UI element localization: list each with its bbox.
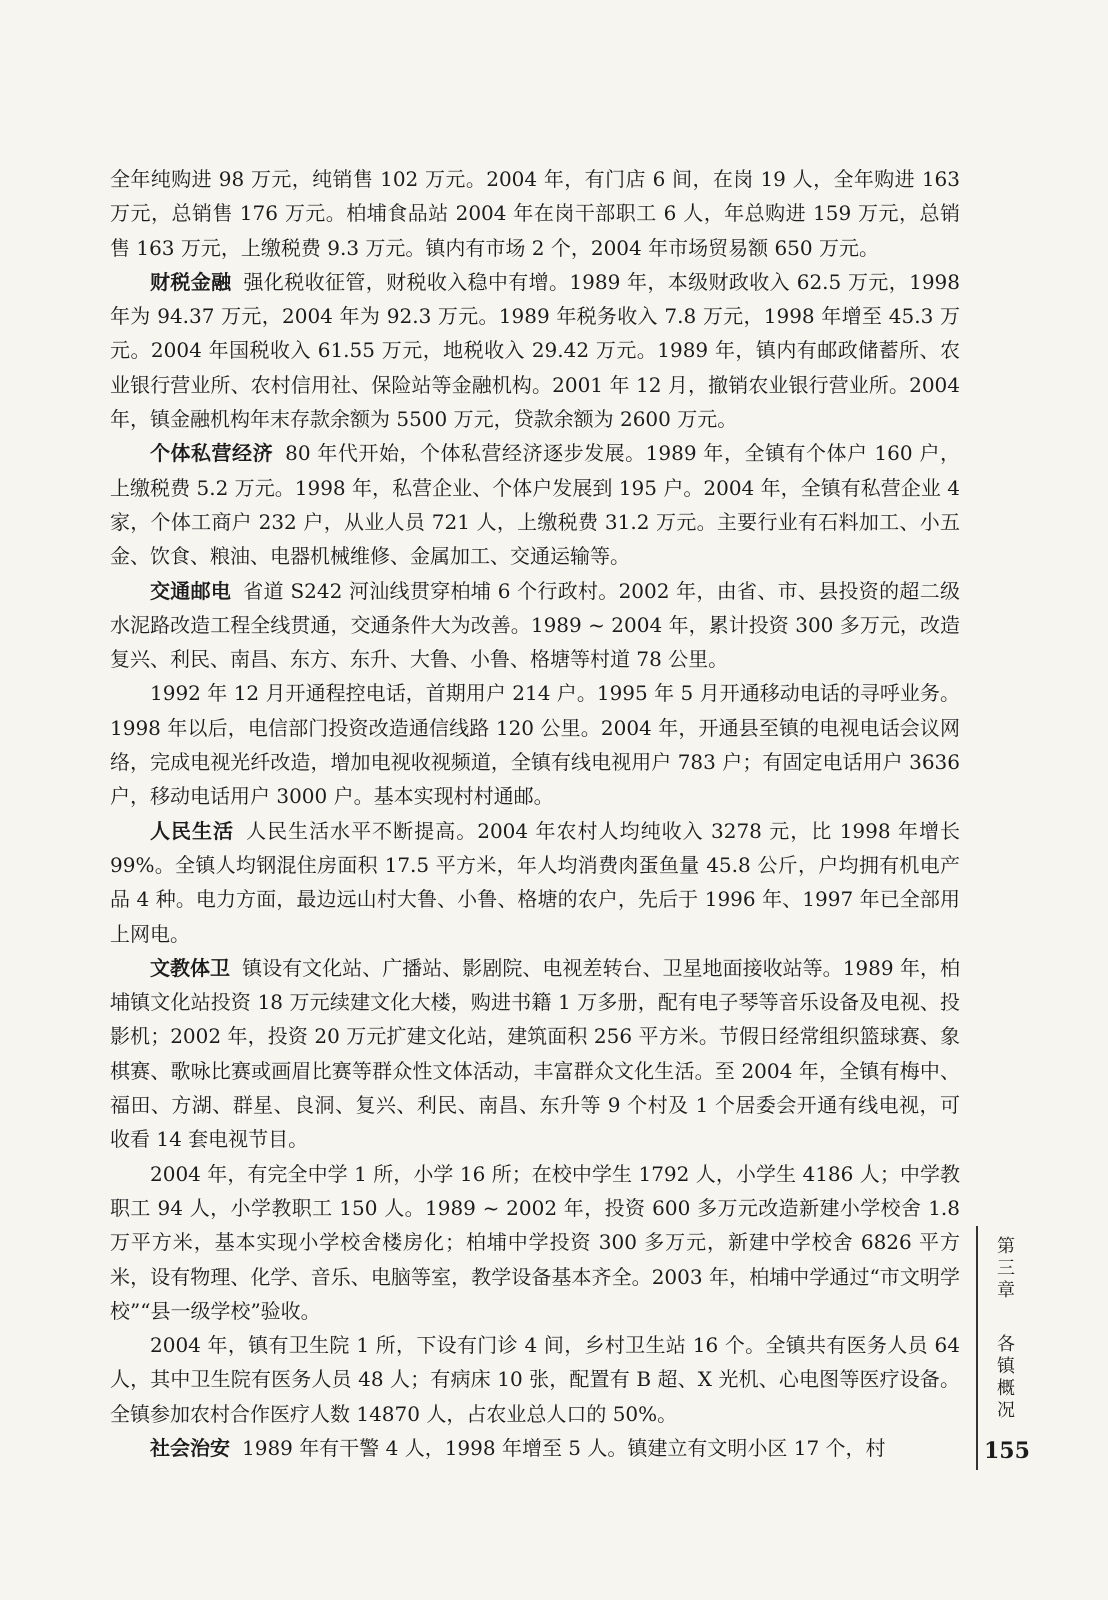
- paragraph-text: 1989 年有干警 4 人，1998 年增至 5 人。镇建立有文明小区 17 个，村: [242, 1435, 886, 1460]
- paragraph-text: 2004 年，有完全中学 1 所，小学 16 所；在校中学生 1792 人，小学生 4186 人；中学教职工 94 人，小学教职工 150 人。1989 ~ 2002 年，投资 600 多万元改造新建小学校舍 1.8 万平方米，基本实现小学校舍楼房化；柏埔中学投资 300 多万元，新建中学校舍 6826 平方米，设有物理、化学、音乐、电脑等室，教学设备基本齐全。2003 年，柏埔中学通过“市文明学校”“县一级学校”验收。: [110, 1161, 960, 1323]
- section-heading: 财税金融: [150, 269, 232, 294]
- paragraph: [110, 814, 960, 951]
- section-heading: 社会治安: [150, 1435, 230, 1460]
- paragraph-text: 省道 S242 河汕线贯穿柏埔 6 个行政村。2002 年，由省、市、县投资的超二级水泥路改造工程全线贯通，交通条件大为改善。1989 ~ 2004 年，累计投资 300 多万元，改造复兴、利民、南昌、东方、东升、大鲁、小鲁、格塘等村道 78 公里。: [110, 578, 961, 672]
- chapter-sidebar: [976, 1226, 1048, 1470]
- paragraph: [110, 676, 960, 813]
- paragraph-text: 镇设有文化站、广播站、影剧院、电视差转台、卫星地面接收站等。1989 年，柏埔镇文化站投资 18 万元续建文化大楼，购进书籍 1 万多册，配有电子琴等音乐设备及电视、投影机；2002 年，投资 20 万元扩建文化站，建筑面积 256 平方米。节假日经常组织篮球赛、象棋赛、歌咏比赛或画眉比赛等群众性文体活动，丰富群众文化生活。至 2004 年，全镇有梅中、福田、方湖、群星、良洞、复兴、利民、南昌、东升等 9 个村及 1 个居委会开通有线电视，可收看 14 套电视节目。: [110, 955, 961, 1152]
- paragraph-text: 强化税收征管，财税收入稳中有增。1989 年，本级财政收入 62.5 万元，1998 年为 94.37 万元，2004 年为 92.3 万元。1989 年税务收入 7.8 万元，1998 年增至 45.3 万元。2004 年国税收入 61.55 万元，地税收入 29.42 万元。1989 年，镇内有邮政储蓄所、农业银行营业所、农村信用社、保险站等金融机构。2001 年 12 月，撤销农业银行营业所。2004 年，镇金融机构年末存款余额为 5500 万元，贷款余额为 2600 万元。: [110, 269, 960, 432]
- paragraph: [110, 1431, 960, 1465]
- paragraph-text: 2004 年，镇有卫生院 1 所，下设有门诊 4 间，乡村卫生站 16 个。全镇共有医务人员 64 人，其中卫生院有医务人员 48 人；有病床 10 张，配置有 B 超、X 光机、心电图等医疗设备。全镇参加农村合作医疗人数 14870 人，占农业总人口的 50%。: [110, 1333, 960, 1426]
- paragraph: [110, 265, 960, 436]
- section-label: 各镇概况: [997, 1334, 1015, 1421]
- section-heading: 文教体卫: [150, 955, 231, 980]
- section-heading: 交通邮电: [150, 578, 232, 603]
- body-text: [110, 162, 960, 1465]
- paragraph: [110, 162, 960, 265]
- paragraph: [110, 1328, 960, 1431]
- paragraph-text: 全年纯购进 98 万元，纯销售 102 万元。2004 年，有门店 6 间，在岗 19 人，全年购进 163 万元，总销售 176 万元。柏埔食品站 2004 年在岗干部职工 6 人，年总购进 159 万元，总销售 163 万元，上缴税费 9.3 万元。镇内有市场 2 个，2004 年市场贸易额 650 万元。: [110, 167, 960, 260]
- paragraph: [110, 951, 960, 1157]
- paragraph-text: 人民生活水平不断提高。2004 年农村人均纯收入 3278 元，比 1998 年增长 99%。全镇人均钢混住房面积 17.5 平方米，年人均消费肉蛋鱼量 45.8 公斤，户均拥有机电产品 4 种。电力方面，最边远山村大鲁、小鲁、格塘的农户，先后于 1996 年、1997 年已全部用上网电。: [110, 818, 960, 946]
- paragraph-text: 80 年代开始，个体私营经济逐步发展。1989 年，全镇有个体户 160 户，上缴税费 5.2 万元。1998 年，私营企业、个体户发展到 195 户。2004 年，全镇有私营企业 4 家，个体工商户 232 户，从业人员 721 人，上缴税费 31.2 万元。主要行业有石料加工、小五金、饮食、粮油、电器机械维修、金属加工、交通运输等。: [110, 441, 960, 569]
- chapter-label: 第三章: [997, 1236, 1015, 1301]
- paragraph: [110, 436, 960, 573]
- page-number: 155: [984, 1438, 1030, 1464]
- paragraph: [110, 574, 960, 677]
- paragraph: [110, 1157, 960, 1328]
- paragraph-text: 1992 年 12 月开通程控电话，首期用户 214 户。1995 年 5 月开通移动电话的寻呼业务。1998 年以后，电信部门投资改造通信线路 120 公里。2004 年，开通县至镇的电视电话会议网络，完成电视光纤改造，增加电视收视频道，全镇有线电视用户 783 户；有固定电话用户 3636 户，移动电话用户 3000 户。基本实现村村通邮。: [110, 681, 960, 809]
- section-heading: 人民生活: [150, 818, 235, 843]
- section-heading: 个体私营经济: [150, 441, 274, 466]
